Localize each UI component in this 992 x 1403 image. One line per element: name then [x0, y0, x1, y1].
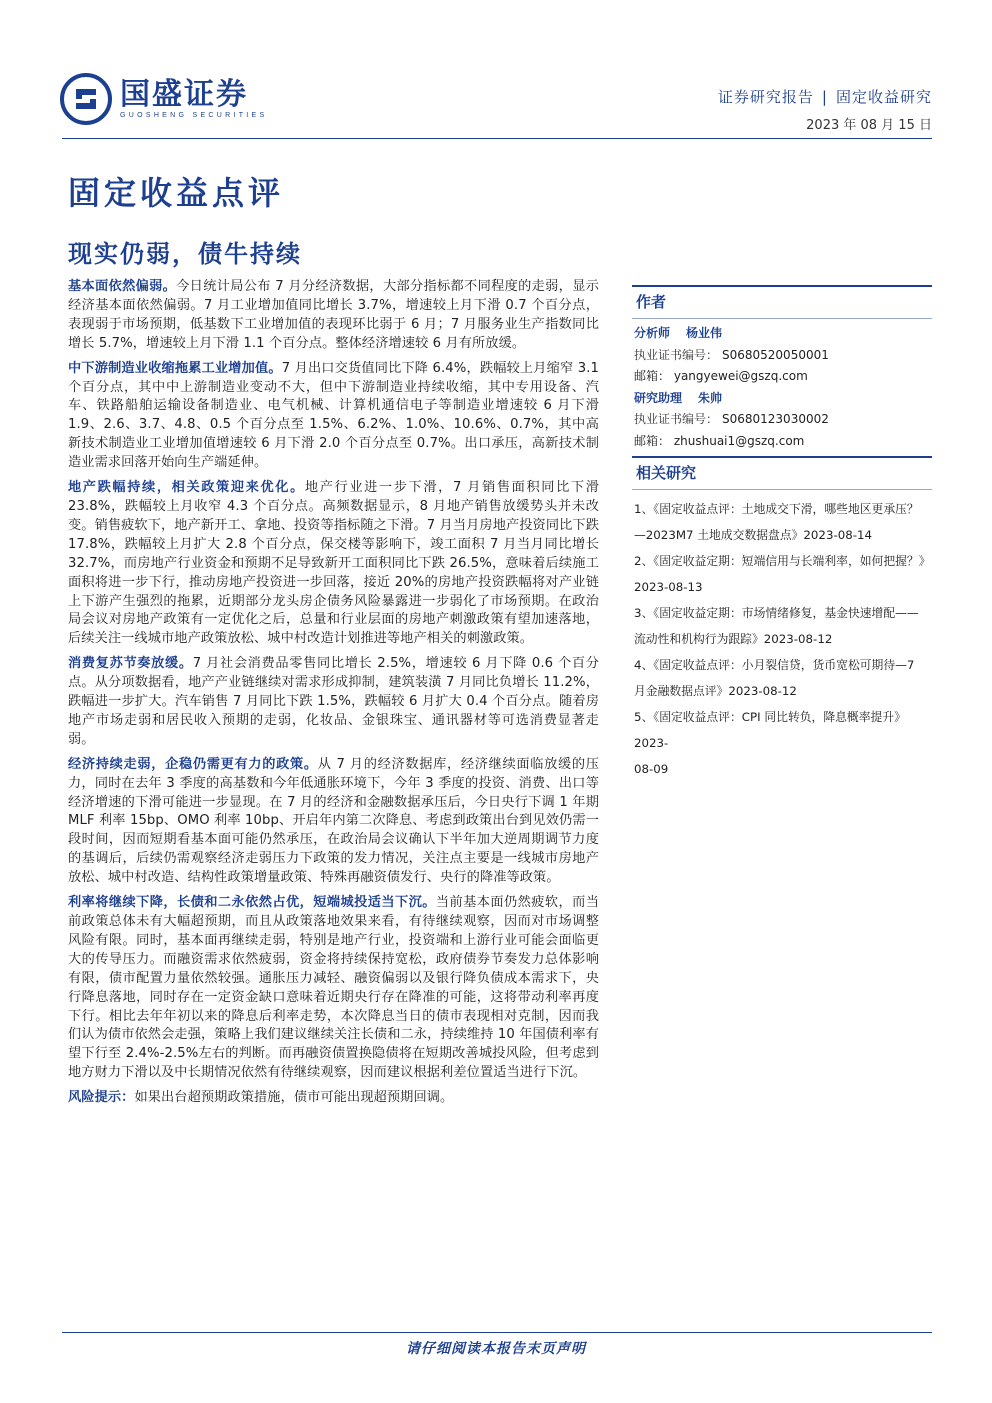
report-category-label: 证券研究报告 [717, 88, 814, 106]
analyst-cert-row [632, 409, 932, 431]
paragraph-text: 从 7 月的经济数据库，经济继续面临放缓的压力，同时在去年 3 季度的高基数和今年低通胀环境下，今年 3 季度的投资、消费、出口等经济增速的下滑可能进一步显现。在 7 月的经济和金融数据承压后，今日央行下调 1 年期 MLF 利率 15bp、OMO 利率 10bp、开启年内第二次降息、考虑到政策出台到见效仍需一段时间，因而短期看基本面可能仍然承压，在政治局会议确认下半年加大逆周期调节力度的基调后，后续仍需观察经济走弱压力下政策的发力情况，关注点主要是一线城市房地产放松、城中村改造、结构性政策增量政策、特殊再融资债发行、央行的降准等政策。 [68, 756, 599, 886]
cert-label: 执业证书编号： [634, 347, 719, 362]
analyst-cert-row [632, 345, 932, 367]
footer-disclaimer-note: 请仔细阅读本报告末页声明 [406, 1341, 586, 1357]
header-divider [62, 138, 932, 139]
related-line: —2023M7 土地成交数据盘点》2023-08-14 [634, 528, 872, 542]
related-line: 2023-08-13 [634, 580, 703, 594]
paragraph-lead: 中下游制造业收缩拖累工业增加值。 [68, 360, 282, 376]
paragraph-text: 7 月出口交货值同比下降 6.4%，跌幅较上月缩窄 3.1 个百分点，其中中上游制造业变动不大，但中下游制造业持续收缩，其中专用设备、汽车、铁路船舶运输设备制造业、电气机械、计算机通信电子等制造业增速较 6 月下滑 1.9、2.6、3.7、4.8、0.5 个百分点至 1.5%、6.2%、1.0%、10.6%、0.7%，其中高新技术制造业工业增加值增速较 6 月下滑 2.0 个百分点至 0.7%。出口承压，高新技术制造业需求回落开始向生产端延伸。 [68, 360, 599, 471]
document-title: 固定收益点评 [68, 174, 285, 212]
email-label: 邮箱： [634, 369, 671, 383]
related-research-item[interactable] [632, 496, 932, 548]
paragraph [68, 756, 599, 888]
risk-warning [68, 1089, 599, 1108]
analyst-name-row [632, 323, 932, 345]
related-line: 流动性和机构行为跟踪》2023-08-12 [634, 632, 833, 646]
related-line: 5、《固定收益点评：CPI 同比转负，降息概率提升》2023- [634, 710, 906, 750]
paragraph [68, 278, 599, 354]
report-category [718, 86, 932, 107]
related-line: 2、《固定收益定期：短端信用与长端利率，如何把握？》 [634, 554, 931, 568]
related-line: 3、《固定收益定期：市场情绪修复，基金快速增配—— [634, 606, 919, 620]
paragraph-lead: 经济持续走弱，企稳仍需更有力的政策。 [68, 756, 318, 772]
separator: | [821, 88, 828, 106]
paragraph-lead: 地产跌幅持续，相关政策迎来优化。 [68, 480, 305, 496]
related-research-item[interactable] [632, 704, 932, 782]
related-research-list [632, 496, 932, 782]
cert-number: S0680520050001 [722, 347, 829, 362]
analyst-email-link[interactable]: yangyewei@gszq.com [673, 369, 808, 383]
paragraph-text: 地产行业进一步下滑，7 月销售面积同比下滑 23.8%，跌幅较上月收窄 4.3 个百分点。高频数据显示，8 月地产销售放缓势头并未改变。销售疲软下，地产新开工、拿地、投资等指标随之下滑。7 月当月房地产投资同比下跌 17.8%，跌幅较上月扩大 2.8 个百分点，保交楼等影响下，竣工面积 7 月当月同比增长 32.7%，而房地产行业资金和预期不足导致新开工面积同比下跌 26.5%，意味着后续施工面积将进一步下行，推动房地产投资进一步回落，接近 20%的房地产投资跌幅将对产业链上下游产生强烈的拖累，近期部分龙头房企债务风险暴露进一步弱化了市场预期。在政治局会议对房地产政策有一定优化之后，总量和行业层面的房地产刺激政策有望加速落地，后续关注一线城市地产政策放松、城中村改造计划推进等地产相关的刺激政策。 [68, 480, 599, 647]
analyst-email-link[interactable]: zhushuai1@gszq.com [673, 433, 805, 448]
analyst-block [632, 323, 932, 388]
related-line: 1、《固定收益点评：土地成交下滑，哪些地区更承压？ [634, 502, 919, 516]
paragraph-text: 当前基本面仍然疲软，而当前政策总体未有大幅超预期，而且从政策落地效果来看，有待继续观察，因而对市场调整风险有限。同时，基本面再继续走弱，特别是地产行业，投资端和上游行业可能会面临更大的传导压力。而融资需求依然疲弱，资金将持续保持宽松，政府债券节奏发力总体影响有限，债市配置力量依然较强。通胀压力减轻、融资偏弱以及银行降负债成本需求下，央行降息落地，同时存在一定资金缺口意味着近期央行存在降准的可能，这将带动利率再度下行。相比去年年初以来的降息后利率走势，本次降息当日的债市表现相对克制，因而我们认为债市依然会走强，策略上我们建议继续关注长债和二永，持续维持 10 年国债利率有望下行至 2.4%-2.5%左右的判断。而再融资债置换隐债将在短期改善城投风险，但考虑到地方财力下滑以及中长期情况依然有待继续观察，因而建议根据利差位置适当进行下沉。 [68, 895, 599, 1081]
related-research-item[interactable] [632, 600, 932, 652]
analyst-name-row [632, 388, 932, 410]
paragraph-lead: 利率将继续下降，长债和二永依然占优，短端城投适当下沉。 [68, 895, 436, 911]
report-date: 2023 年 08 月 15 日 [806, 118, 932, 133]
authors-heading: 作者 [632, 285, 932, 319]
footer-divider [62, 1332, 932, 1333]
related-line: 08-09 [634, 762, 669, 776]
paragraph [68, 894, 599, 1083]
document-subtitle: 现实仍弱，债牛持续 [68, 240, 302, 268]
paragraph-text: 如果出台超预期政策措施，债市可能出现超预期回调。 [134, 1090, 454, 1106]
sidebar [632, 285, 932, 782]
paragraph [68, 655, 599, 750]
paragraph [68, 360, 599, 473]
analyst-email-row [632, 431, 932, 453]
company-name-cn: 国盛证券 [120, 77, 248, 112]
main-body [68, 278, 599, 1114]
related-line: 月金融数据点评》2023-08-12 [634, 684, 797, 698]
analyst-role: 分析师 [634, 326, 671, 340]
paragraph-lead: 风险提示： [68, 1090, 135, 1106]
analyst-block [632, 388, 932, 453]
related-research-item[interactable] [632, 548, 932, 600]
paragraph-text: 7 月社会消费品零售同比增长 2.5%，增速较 6 月下降 0.6 个百分点。从分项数据看，地产产业链继续对需求形成抑制，建筑装潢 7 月同比负增长 11.2%，跌幅进一步扩大。汽车销售 7 月同比下跌 1.5%，跌幅较 6 月扩大 0.4 个百分点。随着房地产市场走弱和居民收入预期的走弱，化妆品、金银珠宝、通讯器材等可选消费显著走弱。 [68, 656, 600, 747]
guosheng-logo-icon [60, 73, 112, 125]
email-label: 邮箱： [634, 433, 671, 448]
cert-number: S0680123030002 [722, 412, 829, 426]
related-line: 4、《固定收益点评：小月裂信贷，货币宽松可期待—7 [634, 658, 915, 672]
paragraph-lead: 消费复苏节奏放缓。 [68, 656, 193, 672]
company-name-en: GUOSHENG SECURITIES [120, 112, 268, 119]
cert-label: 执业证书编号： [634, 412, 719, 426]
report-subcategory-label: 固定收益研究 [835, 88, 932, 106]
related-research-item[interactable] [632, 652, 932, 704]
analyst-name: 朱帅 [698, 390, 723, 405]
related-research-heading: 相关研究 [632, 456, 932, 490]
company-logo [60, 72, 268, 126]
paragraph-text: 今日统计局公布 7 月分经济数据，大部分指标都不同程度的走弱，显示经济基本面依然偏弱。7 月工业增加值同比增长 3.7%，增速较上月下滑 0.7 个百分点，表现弱于市场预期，低基数下工业增加值的表现环比弱于 6 月；7 月服务业生产指数同比增长 5.7%，增速较上月下滑 1.1 个百分点。整体经济增速较 6 月有所放缓。 [68, 279, 599, 351]
paragraph-lead: 基本面依然偏弱。 [68, 279, 177, 294]
analyst-role: 研究助理 [634, 390, 683, 405]
analyst-email-row [632, 366, 932, 388]
paragraph [68, 479, 599, 649]
analyst-name: 杨业伟 [686, 326, 723, 340]
